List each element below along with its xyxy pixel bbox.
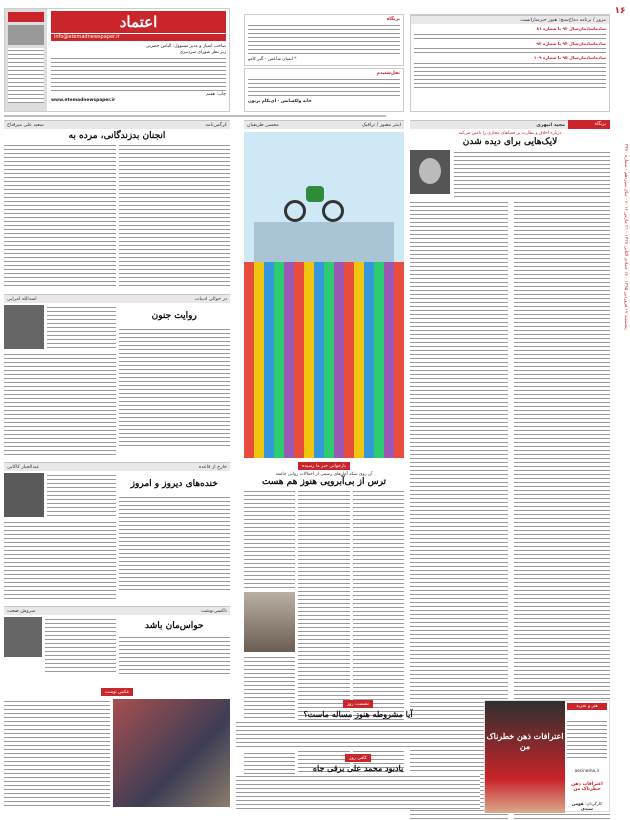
cyclist <box>284 182 344 222</box>
street-photo <box>244 592 295 652</box>
bargah-signature: * انسان شاعمن - آلبر کامو <box>248 57 297 62</box>
issue-rule <box>4 114 386 118</box>
cars-traffic <box>244 262 404 458</box>
text-block <box>4 143 116 289</box>
yadbud-article <box>236 754 480 812</box>
ad-title-bottom: اعترافات ذهن خطرناک من <box>571 782 603 792</box>
khandeh-headline: خنده‌های دیروز و امروز <box>130 479 218 489</box>
thumb-header <box>8 12 44 22</box>
abdoljabbar-byline: عبدالجبار کاکایی <box>7 464 40 470</box>
text-block <box>244 489 295 589</box>
neshast-tag: نشست روز <box>343 700 373 708</box>
text-block <box>119 635 231 675</box>
top-news-box <box>410 14 610 112</box>
anjan-headline: انجنان بدزندگانی، مرده به <box>68 131 166 141</box>
staff-list <box>51 56 226 92</box>
text-block <box>414 32 606 41</box>
ayamashr-article <box>236 700 480 750</box>
masthead <box>4 8 230 112</box>
likes-headline: لایک‌هایی برای دیده شدن <box>462 137 558 147</box>
ad-brand: هنر و تجربه <box>567 703 607 710</box>
text-block <box>454 150 610 198</box>
saeed-byline: سعید علی میرفتاح <box>7 122 44 128</box>
text-block <box>47 473 116 517</box>
top-news-header <box>411 15 609 24</box>
dar-havali-label: در حوالی ادبیات <box>195 296 227 302</box>
pash-khabar-tag: بازخوانی خبر ما رسیده <box>298 462 350 470</box>
cartoonist-name: محسن طریقیان <box>247 122 279 128</box>
license-line: صاحب امتیاز و مدیر مسوول: الیاس حضرتی <box>145 44 226 49</box>
anjan-article <box>4 120 230 290</box>
khandeh-article <box>4 462 230 602</box>
takhti-label: تاکسی‌نوشت <box>201 608 227 614</box>
quote-box <box>244 68 404 112</box>
photo-caption-section <box>4 688 230 810</box>
front-page-thumbnail <box>5 9 47 111</box>
traffic-cartoon <box>244 132 404 458</box>
website[interactable]: www.etemadnewspaper.ir <box>51 98 116 103</box>
page-number: ۱۶ <box>614 6 626 16</box>
text-block <box>119 327 231 447</box>
axnevesht-tag: عکس نوشت <box>101 688 134 696</box>
likes-subtitle: درباره اخلاق و نظارت بر فضاهای مجازی را تامین می‌کند <box>458 131 562 136</box>
text-block <box>4 352 116 456</box>
city-skyline <box>254 222 394 262</box>
ad-director-label: کارگردان: <box>585 801 603 806</box>
author-photo <box>410 150 450 194</box>
kharej-label: خارج از قاعده <box>198 464 227 470</box>
text-block <box>4 520 116 600</box>
havas-headline: حواس‌مان باشد <box>144 621 204 631</box>
majid-byline: مجید انیهری <box>410 120 568 129</box>
text-block <box>45 617 116 675</box>
esmail-byline: اسدالله امرایی <box>7 296 37 302</box>
revayat-article <box>4 294 230 458</box>
bargah-label: برنگاه <box>386 17 400 22</box>
author-photo <box>4 617 42 657</box>
text-block <box>236 720 480 750</box>
ad-text <box>567 719 607 759</box>
text-block <box>4 699 110 807</box>
ad-title: اعترافات ذهن خطرناک من <box>486 731 564 751</box>
top-news-item: سادماسادمان‌سال ۹۴ با شماره ۹۳ <box>536 40 606 46</box>
tars-headline: ترس از بی‌آبرویی هنوز هم هست <box>261 477 387 487</box>
thumb-text <box>8 48 44 103</box>
editor-line: زیر نظر شورای سردبیری <box>179 50 226 55</box>
ad-director: هومن سیدی <box>571 801 594 811</box>
havas-article <box>4 606 230 684</box>
text-block <box>414 61 606 91</box>
printing-line: چاپ: هفتم <box>206 92 226 97</box>
text-block <box>414 46 606 55</box>
selfie-photo <box>113 699 230 807</box>
text-block <box>47 305 116 349</box>
cartoon-section <box>244 120 404 460</box>
cartoon-label: اینتر مصور / ترافیک <box>361 122 401 128</box>
revayat-headline: روایت جنون <box>151 311 197 321</box>
top-news-item: سادماسادمان‌سال ۹۵ با شماره ۱۰۹ <box>533 55 606 61</box>
text-block <box>248 77 400 99</box>
newspaper-logo: اعتماد <box>51 11 226 33</box>
text-block <box>248 23 400 57</box>
ad-site[interactable]: aecinema.ir <box>574 768 600 773</box>
top-news-title: مرور / برنامه دماخ‌سنج: هنوز خبرسازانست <box>520 17 606 23</box>
ad-poster <box>485 701 565 813</box>
thumb-photo <box>8 25 44 45</box>
bargah-box <box>244 14 404 66</box>
tars-kicker: آن روی سکه آمارهای رسمی از اختلالات روانی جامعه <box>275 472 373 477</box>
bargah-tag: برنگاه <box>568 120 610 129</box>
author-photo <box>4 473 44 517</box>
film-ad[interactable] <box>484 700 610 812</box>
kargamnameh-label: کرگمن‌نامه <box>205 122 227 128</box>
yadbud-headline: یادبود محمد علی برقی جاه <box>312 763 404 773</box>
quote-signature: خانه ولکسانس - ای‌نکام برتون <box>248 99 312 104</box>
email[interactable]: info@etemadnewspaper.ir <box>51 34 226 41</box>
text-block <box>119 495 231 593</box>
kaf-roz-tag: کافی روز <box>345 754 371 762</box>
author-photo <box>4 305 44 349</box>
sorush-byline: سروش صحت <box>7 608 36 614</box>
text-block <box>236 774 480 810</box>
top-news-item: سادماسادمان‌سال ۹۳ با شماره ۸۱ <box>536 26 606 31</box>
issue-line: پنجشنبه ۱۲ فروردین ۱۳۹۵ - ۱۲ جمادی الثانی ۱۴۳۷ - ۳۱ مارس ۲۰۱۶ - سال سیزدهم - شماره ۳۴۷۰ <box>623 144 628 330</box>
text-block <box>119 143 231 289</box>
ayamashr-headline: آیا مشروطه هنوز مساله ماست؟ <box>303 709 413 719</box>
quote-label: نقل‌شنیدم <box>376 71 400 76</box>
